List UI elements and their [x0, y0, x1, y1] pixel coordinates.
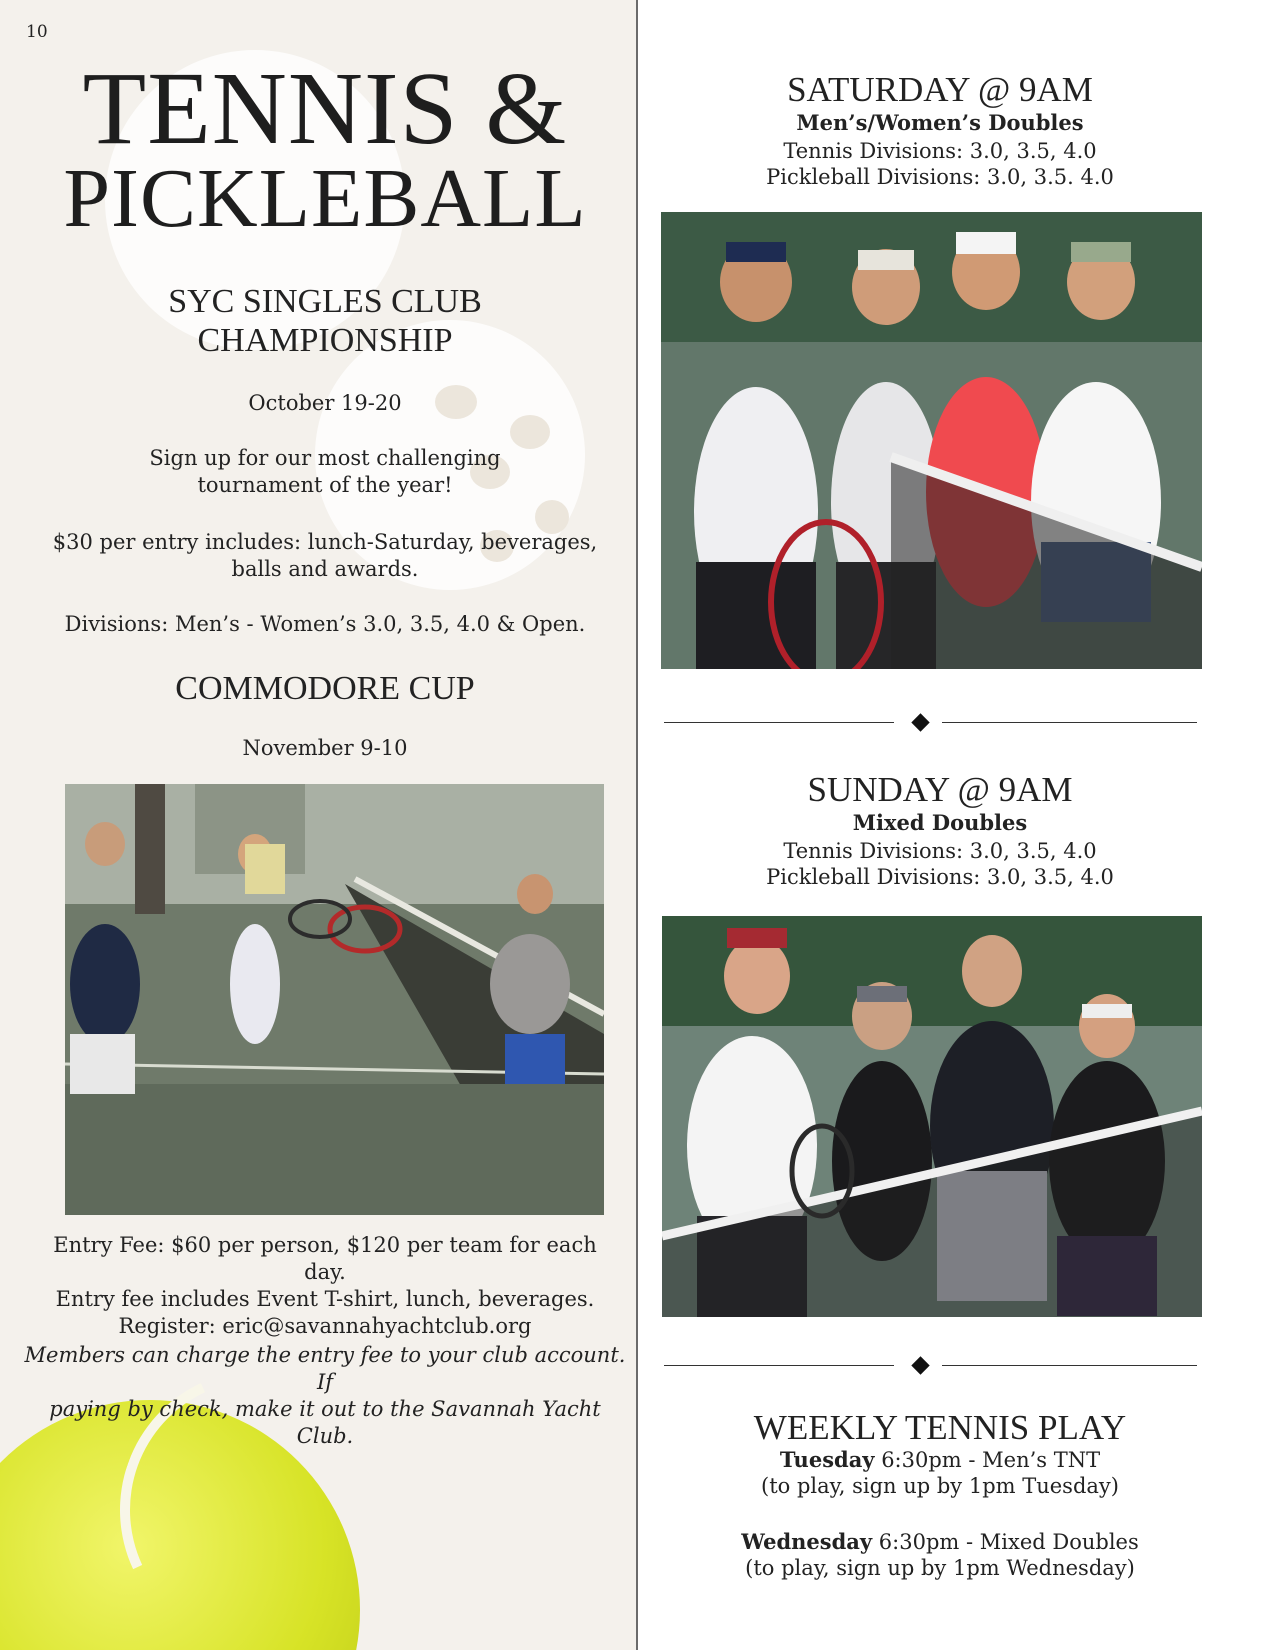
saturday-heading: SATURDAY @ 9AM	[787, 70, 1093, 109]
section-divider-diamond	[911, 713, 929, 731]
wednesday-note: (to play, sign up by 1pm Wednesday)	[745, 1556, 1135, 1580]
title-line-1: TENNIS &	[82, 51, 568, 166]
entry-line-2: balls and awards.	[231, 557, 419, 581]
members-note	[20, 1342, 630, 1450]
page-number: 10	[26, 22, 48, 42]
entry-text	[40, 529, 610, 583]
section-divider-line	[942, 722, 1197, 723]
wednesday-time: 6:30pm - Mixed Doubles	[872, 1530, 1139, 1554]
sunday-pickleball-divisions: Pickleball Divisions: 3.0, 3.5, 4.0	[766, 865, 1114, 889]
sunday-mixed-doubles-photo	[662, 916, 1202, 1317]
section-divider-line	[664, 1365, 894, 1366]
championship-heading-line-2: CHAMPIONSHIP	[197, 322, 453, 359]
sunday-tennis-divisions: Tennis Divisions: 3.0, 3.5, 4.0	[783, 839, 1097, 863]
sunday-heading: SUNDAY @ 9AM	[807, 770, 1073, 809]
signup-line-2: tournament of the year!	[197, 473, 453, 497]
saturday-doubles-photo	[661, 212, 1202, 669]
signup-text	[40, 445, 610, 499]
tuesday-note: (to play, sign up by 1pm Tuesday)	[761, 1474, 1119, 1498]
commodore-cup-heading: COMMODORE CUP	[175, 670, 475, 707]
members-note-line-1: Members can charge the entry fee to your club account. If	[24, 1343, 626, 1394]
section-divider-diamond	[911, 1356, 929, 1374]
entry-line-1: $30 per entry includes: lunch-Saturday, beverages,	[52, 530, 598, 554]
wednesday-schedule	[660, 1528, 1220, 1556]
entry-fee-line-2: Entry fee includes Event T-shirt, lunch, beverages.	[55, 1287, 595, 1311]
commodore-cup-date: November 9-10	[242, 736, 408, 760]
commodore-cup-photo	[65, 784, 604, 1215]
signup-line-1: Sign up for our most challenging	[149, 446, 501, 470]
tuesday-schedule	[660, 1446, 1220, 1474]
pickleball-hole	[510, 415, 550, 449]
divisions-text: Divisions: Men’s - Women’s 3.0, 3.5, 4.0 & Open.	[64, 612, 586, 636]
wednesday-label: Wednesday	[741, 1529, 873, 1554]
weekly-play-heading: WEEKLY TENNIS PLAY	[753, 1408, 1127, 1447]
championship-date: October 19-20	[248, 391, 402, 415]
column-divider	[636, 0, 638, 1650]
saturday-tennis-divisions: Tennis Divisions: 3.0, 3.5, 4.0	[783, 139, 1097, 163]
register-email[interactable]: Register: eric@savannahyachtclub.org	[118, 1314, 532, 1338]
page-title	[40, 51, 610, 245]
sunday-subheading: Mixed Doubles	[852, 810, 1028, 835]
tuesday-time: 6:30pm - Men’s TNT	[874, 1448, 1101, 1472]
tuesday-label: Tuesday	[779, 1447, 875, 1472]
title-line-2: PICKLEBALL	[63, 151, 587, 245]
championship-heading-line-1: SYC SINGLES CLUB	[168, 283, 482, 320]
entry-fee-text	[30, 1232, 620, 1340]
saturday-pickleball-divisions: Pickleball Divisions: 3.0, 3.5. 4.0	[766, 165, 1114, 189]
section-divider-line	[942, 1365, 1197, 1366]
members-note-line-2: paying by check, make it out to the Savannah Yacht Club.	[49, 1397, 601, 1448]
championship-heading	[40, 282, 610, 360]
entry-fee-line-1: Entry Fee: $60 per person, $120 per team for each day.	[53, 1233, 597, 1284]
saturday-subheading: Men’s/Women’s Doubles	[796, 110, 1084, 135]
section-divider-line	[664, 722, 894, 723]
